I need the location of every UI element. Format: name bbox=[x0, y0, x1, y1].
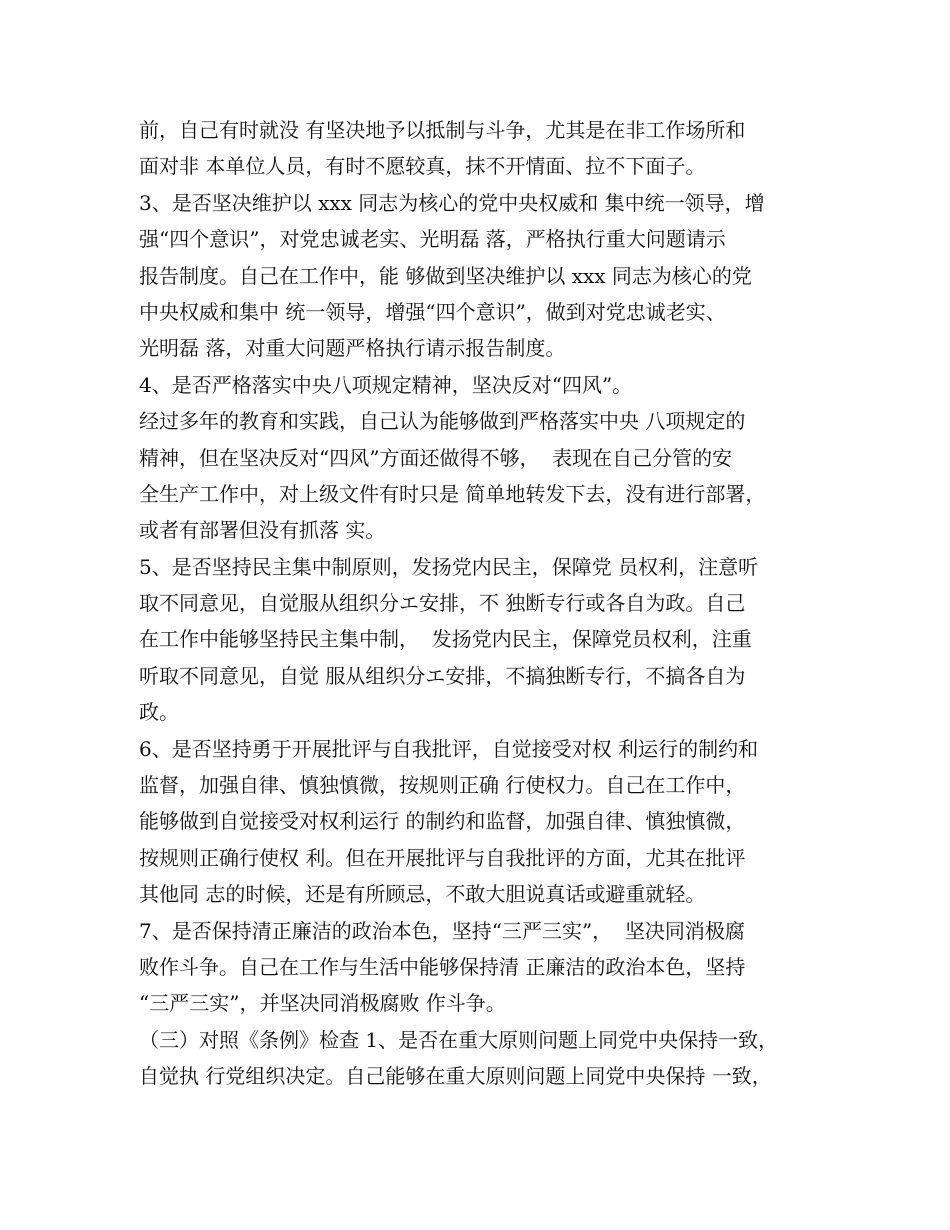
text-line: 报告制度。自己在工作中，能 够做到坚决维护以 xxx 同志为核心的党 bbox=[139, 263, 752, 288]
text-line: 能够做到自觉接受对权利运行 的制约和监督，加强自律、慎独慎微， bbox=[139, 809, 746, 834]
text-line: 强“四个意识”，对党忠诚老实、光明磊 落，严格执行重大问题请示 bbox=[139, 227, 726, 252]
text-line: 7、是否保持清正廉洁的政治本色，坚持“三严三实”， 坚决同消极腐 bbox=[139, 918, 745, 943]
text-line: 听取不同意见，自觉 服从组织分エ安排，不搞独断专行，不搞各自为 bbox=[139, 663, 746, 688]
text-line: 败作斗争。自己在工作与生活中能够保持清 正廉洁的政治本色，坚持 bbox=[139, 954, 746, 979]
text-line: 自觉执 行党组织决定。自己能够在重大原则问题上同党中央保持 一致， bbox=[139, 1064, 772, 1089]
text-line: 取不同意见，自觉服从组织分エ安排，不 独断专行或各自为政。自己 bbox=[139, 591, 746, 616]
text-line: 经过多年的教育和实践，自己认为能够做到严格落实中央 八项规定的 bbox=[139, 409, 746, 434]
text-line: （三）对照《条例》检查 1、是否在重大原则问题上同党中央保持一致， bbox=[139, 1027, 779, 1052]
text-line: 监督，加强自律、慎独慎微，按规则正确 行使权力。自己在工作中， bbox=[139, 773, 746, 798]
body-text bbox=[139, 112, 829, 1095]
text-line: 按规则正确行使权 利。但在开展批评与自我批评的方面，尤其在批评 bbox=[139, 845, 746, 870]
text-line: 3、是否坚决维护以 xxx 同志为核心的党中央权威和 集中统一领导，增 bbox=[139, 190, 765, 215]
text-line: “三严三实”，并坚决同消极腐败 作斗争。 bbox=[139, 991, 506, 1016]
text-line: 4、是否严格落实中央八项规定精神，坚决反对“四风”。 bbox=[139, 372, 633, 397]
text-line: 政。 bbox=[139, 700, 179, 725]
text-line: 或者有部署但没有抓落 实。 bbox=[139, 518, 386, 543]
text-line: 5、是否坚持民主集中制原则，发扬党内民主，保障党 员权利，注意听 bbox=[139, 554, 759, 579]
text-line: 精神，但在坚决反对“四风”方面还做得不够， 表现在自己分管的安 bbox=[139, 445, 733, 470]
text-line: 光明磊 落，对重大问题严格执行请示报告制度。 bbox=[139, 336, 566, 361]
text-line: 面对非 本单位人员，有时不愿较真，抹不开情面、拉不下面子。 bbox=[139, 154, 706, 179]
text-line: 6、是否坚持勇于开展批评与自我批评，自觉接受对权 利运行的制约和 bbox=[139, 736, 759, 761]
text-line: 前，自己有时就没 有坚决地予以抵制与斗争，尤其是在非工作场所和 bbox=[139, 118, 746, 142]
text-line: 全生产工作中，对上级文件有时只是 简单地转发下去，没有进行部署， bbox=[139, 481, 766, 506]
text-line: 在工作中能够坚持民主集中制， 发扬党内民主，保障党员权利，注重 bbox=[139, 627, 752, 652]
text-line: 中央权威和集中 统一领导，增强“四个意识”，做到对党忠诚老实、 bbox=[139, 299, 726, 324]
text-line: 其他同 志的时候，还是有所顾忌，不敢大胆说真话或避重就轻。 bbox=[139, 882, 706, 907]
